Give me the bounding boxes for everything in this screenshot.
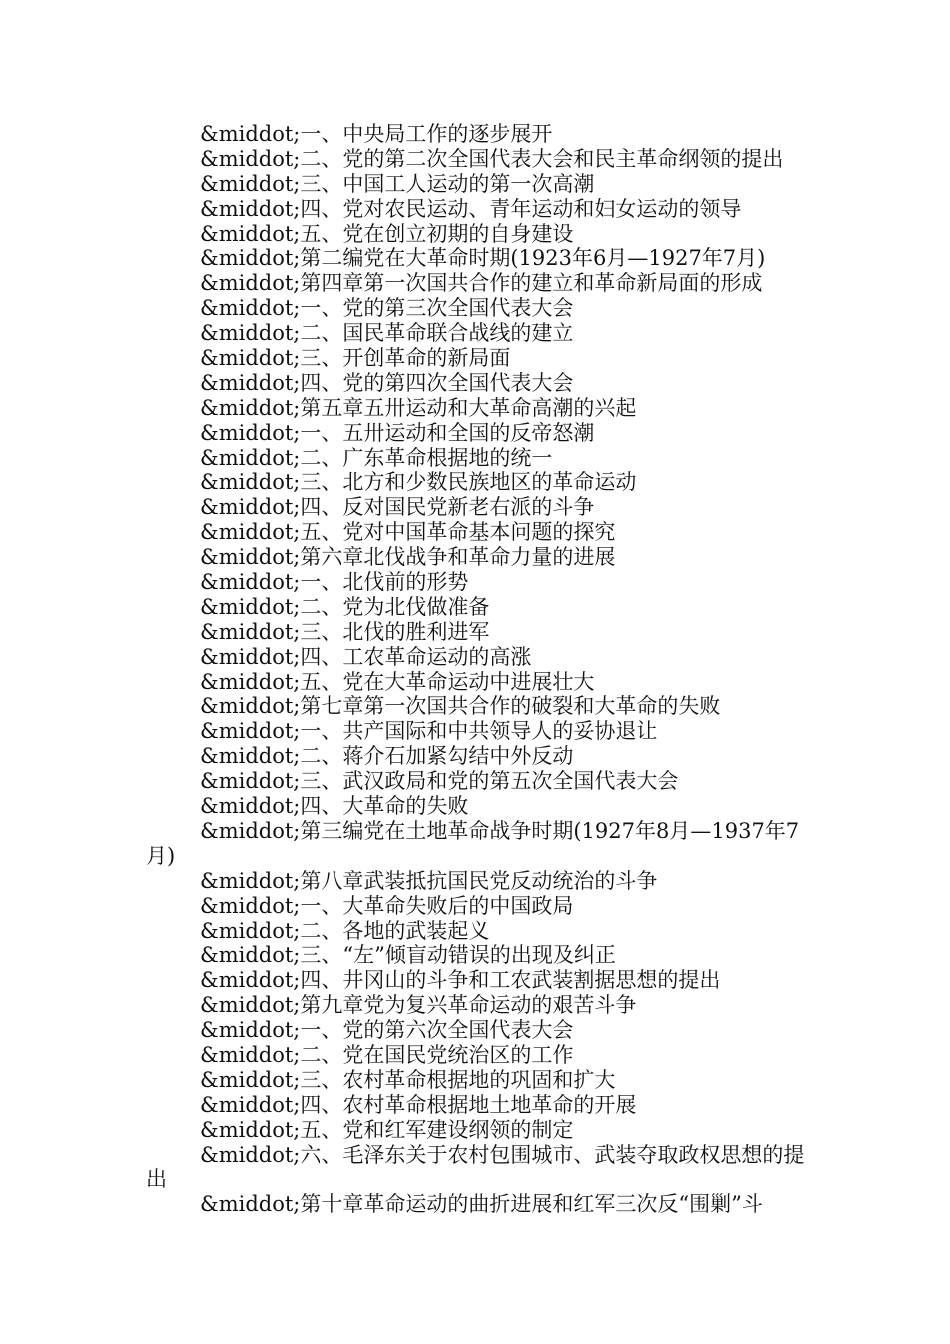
toc-line: &middot;四、党对农民运动、青年运动和妇女运动的领导 bbox=[200, 196, 742, 221]
toc-line: &middot;三、中国工人运动的第一次高潮 bbox=[200, 171, 595, 196]
document-body bbox=[146, 122, 812, 1217]
toc-line: &middot;二、党的第二次全国代表大会和民主革命纲领的提出 bbox=[200, 146, 784, 171]
toc-line: &middot;二、广东革命根据地的统一 bbox=[200, 445, 553, 470]
toc-line: &middot;第四章第一次国共合作的建立和革命新局面的形成 bbox=[200, 271, 763, 296]
toc-line: &middot;三、武汉政局和党的第五次全国代表大会 bbox=[200, 769, 679, 794]
toc-line-wrapped: &middot;六、毛泽东关于农村包围城市、武装夺取政权思想的提出 bbox=[146, 1142, 805, 1192]
toc-line: &middot;一、大革命失败后的中国政局 bbox=[200, 893, 574, 918]
toc-line: &middot;二、党在国民党统治区的工作 bbox=[200, 1042, 574, 1067]
toc-line: &middot;二、国民革命联合战线的建立 bbox=[200, 321, 574, 346]
toc-line: &middot;一、共产国际和中共领导人的妥协退让 bbox=[200, 719, 658, 744]
toc-line: &middot;四、大革命的失败 bbox=[200, 794, 469, 819]
toc-line: &middot;五、党在创立初期的自身建设 bbox=[200, 221, 574, 246]
toc-line: &middot;第九章党为复兴革命运动的艰苦斗争 bbox=[200, 993, 637, 1018]
toc-line: &middot;四、井冈山的斗争和工农武装割据思想的提出 bbox=[200, 968, 721, 993]
toc-line: &middot;三、农村革命根据地的巩固和扩大 bbox=[200, 1067, 616, 1092]
toc-line: &middot;一、党的第六次全国代表大会 bbox=[200, 1018, 574, 1043]
toc-line: &middot;一、北伐前的形势 bbox=[200, 570, 469, 595]
toc-line-wrapped: &middot;第三编党在土地革命战争时期(1927年8月—1937年7月) bbox=[146, 818, 800, 868]
toc-line: &middot;四、农村革命根据地土地革命的开展 bbox=[200, 1092, 637, 1117]
toc-line: &middot;四、反对国民党新老右派的斗争 bbox=[200, 495, 595, 520]
toc-line: &middot;五、党在大革命运动中进展壮大 bbox=[200, 669, 595, 694]
toc-line: &middot;五、党对中国革命基本问题的探究 bbox=[200, 520, 616, 545]
toc-line: &middot;第五章五卅运动和大革命高潮的兴起 bbox=[200, 395, 637, 420]
toc-line: &middot;第六章北伐战争和革命力量的进展 bbox=[200, 545, 616, 570]
toc-line: &middot;一、党的第三次全国代表大会 bbox=[200, 296, 574, 321]
toc-line: &middot;三、“左”倾盲动错误的出现及纠正 bbox=[200, 943, 616, 968]
toc-line: &middot;一、五卅运动和全国的反帝怒潮 bbox=[200, 420, 595, 445]
toc-line: &middot;一、中央局工作的逐步展开 bbox=[200, 122, 553, 146]
toc-line: &middot;二、蒋介石加紧勾结中外反动 bbox=[200, 744, 574, 769]
toc-line: &middot;三、开创革命的新局面 bbox=[200, 346, 511, 371]
toc-line: &middot;第八章武装抵抗国民党反动统治的斗争 bbox=[200, 868, 658, 893]
toc-line: &middot;第二编党在大革命时期(1923年6月—1927年7月) bbox=[200, 246, 766, 271]
toc-line: &middot;第十章革命运动的曲折进展和红军三次反“围剿”斗 bbox=[200, 1192, 763, 1217]
toc-line: &middot;五、党和红军建设纲领的制定 bbox=[200, 1117, 574, 1142]
toc-line: &middot;二、党为北伐做准备 bbox=[200, 594, 490, 619]
toc-line: &middot;四、党的第四次全国代表大会 bbox=[200, 370, 574, 395]
toc-line: &middot;三、北伐的胜利进军 bbox=[200, 619, 490, 644]
toc-line: &middot;四、工农革命运动的高涨 bbox=[200, 644, 532, 669]
toc-line: &middot;第七章第一次国共合作的破裂和大革命的失败 bbox=[200, 694, 721, 719]
toc-line: &middot;三、北方和少数民族地区的革命运动 bbox=[200, 470, 637, 495]
toc-line: &middot;二、各地的武装起义 bbox=[200, 918, 490, 943]
